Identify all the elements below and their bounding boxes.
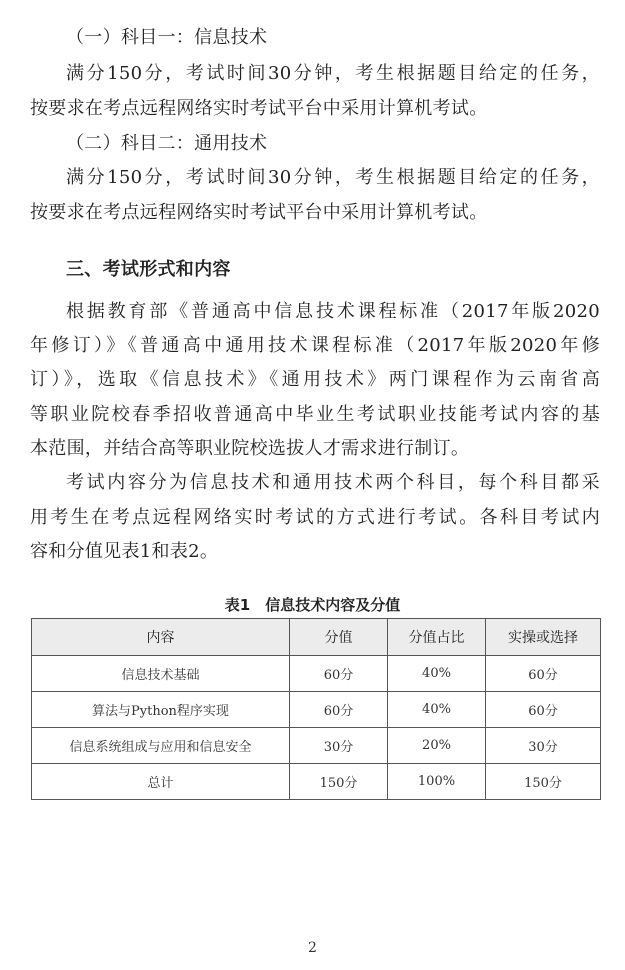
table-1-caption: 表1 信息技术内容及分值	[224, 596, 401, 614]
table-cell: 60分	[486, 656, 601, 692]
subject-2-title: （二）科目二：通用技术	[66, 133, 268, 154]
column-header: 内容	[32, 619, 290, 656]
table-cell: 算法与Python程序实现	[32, 692, 290, 728]
table-cell: 20%	[388, 728, 486, 764]
subject-1-text-line: 按要求在考点远程网络实时考试平台中采用计算机考试。	[30, 98, 488, 119]
table-row	[32, 656, 601, 692]
column-header: 实操或选择	[486, 619, 601, 656]
table-cell: 40%	[388, 692, 486, 728]
table-cell: 总计	[32, 764, 290, 800]
table-row	[32, 692, 601, 728]
table-cell: 信息技术基础	[32, 656, 290, 692]
subject-1-title: （一）科目一：信息技术	[66, 27, 268, 48]
table-cell: 40%	[388, 656, 486, 692]
subject-1-text-line: 满分150分，考试时间30分钟，考生根据题目给定的任务，	[66, 63, 600, 84]
paragraph-line: 用考生在考点远程网络实时考试的方式进行考试。各科目考试内	[30, 507, 600, 528]
subject-2-text-line: 按要求在考点远程网络实时考试平台中采用计算机考试。	[30, 202, 488, 223]
table-cell: 60分	[290, 692, 388, 728]
paragraph-line: 根据教育部《普通高中信息技术课程标准（2017年版2020	[66, 301, 600, 322]
table-cell: 60分	[290, 656, 388, 692]
table-cell: 100%	[388, 764, 486, 800]
table-row	[32, 728, 601, 764]
table-cell: 150分	[486, 764, 601, 800]
table-cell: 信息系统组成与应用和信息安全	[32, 728, 290, 764]
table-cell: 30分	[486, 728, 601, 764]
paragraph-line: 年修订）》《普通高中通用技术课程标准（2017年版2020年修	[30, 335, 600, 356]
table-cell: 150分	[290, 764, 388, 800]
paragraph-line: 本范围，并结合高等职业院校选拔人才需求进行制订。	[30, 438, 470, 459]
paragraph-line: 订）》，选取《信息技术》《通用技术》两门课程作为云南省高	[30, 369, 600, 390]
table-cell: 60分	[486, 692, 601, 728]
page-number: 2	[308, 940, 317, 956]
column-header: 分值占比	[388, 619, 486, 656]
paragraph-line: 容和分值见表1和表2。	[30, 541, 219, 562]
column-header: 分值	[290, 619, 388, 656]
table-cell: 30分	[290, 728, 388, 764]
subject-2-text-line: 满分150分，考试时间30分钟，考生根据题目给定的任务，	[66, 167, 600, 188]
table-header-row	[32, 619, 601, 656]
section-3-heading: 三、考试形式和内容	[66, 259, 231, 280]
table-total-row	[32, 764, 601, 800]
paragraph-line: 考试内容分为信息技术和通用技术两个科目，每个科目都采	[66, 472, 600, 493]
table-1	[31, 618, 601, 800]
paragraph-line: 等职业院校春季招收普通高中毕业生考试职业技能考试内容的基	[30, 404, 600, 425]
